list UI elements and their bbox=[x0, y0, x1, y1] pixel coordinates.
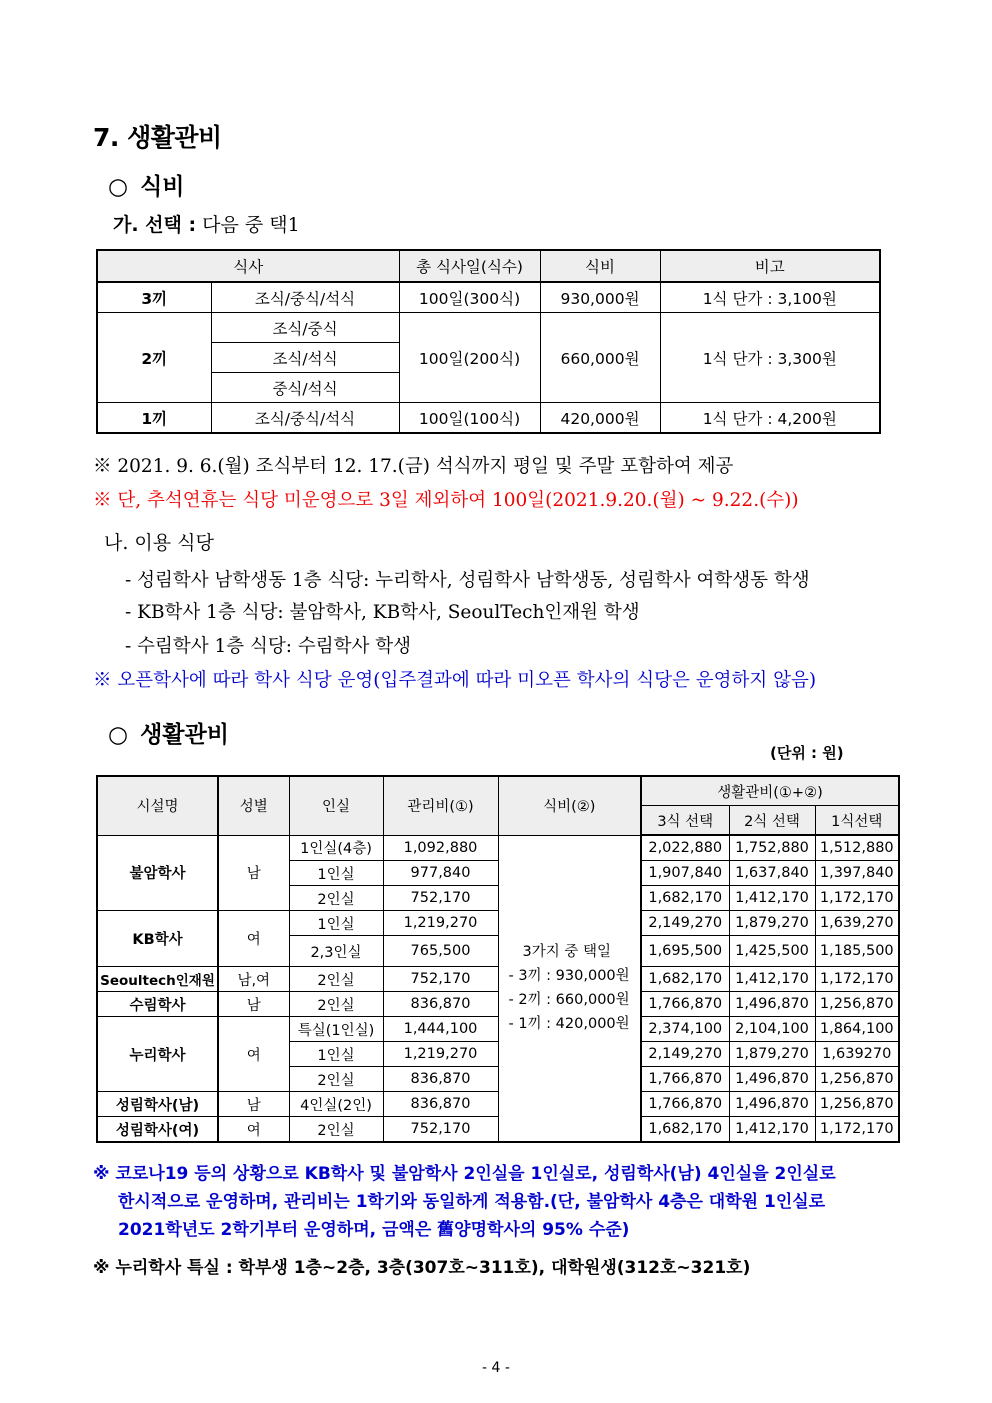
facility-name: Seoultech인재원 bbox=[97, 967, 218, 992]
meal-combo: 중식/석식 bbox=[211, 373, 399, 403]
meal-option-2: - 2끼 : 660,000원 bbox=[508, 992, 630, 1009]
facility-gender: 남 bbox=[218, 835, 289, 911]
cafeteria-label: 나. 이용 식당 bbox=[104, 532, 214, 554]
total-1: 1,172,170 bbox=[815, 967, 899, 992]
total-3: 2,022,880 bbox=[641, 835, 729, 861]
mgmt-fee: 752,170 bbox=[383, 967, 498, 992]
total-2: 1,637,840 bbox=[729, 861, 815, 886]
table-row bbox=[97, 282, 880, 313]
room-type: 2인실 bbox=[289, 992, 383, 1017]
total-1: 1,639,270 bbox=[815, 911, 899, 936]
total-3: 1,682,170 bbox=[641, 967, 729, 992]
total-2: 1,879,270 bbox=[729, 1042, 815, 1067]
header-meal: 식비(②) bbox=[498, 776, 641, 835]
mgmt-fee: 1,092,880 bbox=[383, 835, 498, 861]
facility-gender: 남 bbox=[218, 992, 289, 1017]
total-2: 1,412,170 bbox=[729, 1117, 815, 1143]
facility-name: 불암학사 bbox=[97, 835, 218, 911]
total-3: 1,682,170 bbox=[641, 1117, 729, 1143]
total-2: 1,879,270 bbox=[729, 911, 815, 936]
mgmt-fee: 836,870 bbox=[383, 1092, 498, 1117]
room-type: 1인실 bbox=[289, 1042, 383, 1067]
total-3: 1,682,170 bbox=[641, 886, 729, 911]
mgmt-fee: 765,500 bbox=[383, 936, 498, 967]
total-1: 1,864,100 bbox=[815, 1017, 899, 1042]
total-3: 1,695,500 bbox=[641, 936, 729, 967]
circle-bullet-icon: ○ bbox=[108, 722, 129, 748]
cafeteria-item: - 성림학사 남학생동 1층 식당: 누리학사, 성림학사 남학생동, 성림학사 여학생동 학생 bbox=[125, 570, 810, 591]
meal-days: 100일(300식) bbox=[399, 282, 540, 313]
meal-option-1: - 1끼 : 420,000원 bbox=[508, 1016, 630, 1033]
circle-bullet-icon: ○ bbox=[108, 174, 129, 200]
footnote-covid-line1: ※ 코로나19 등의 상황으로 KB학사 및 불암학사 2인실을 1인실로, 성림학사(남) 4인실을 2인실로 bbox=[93, 1164, 836, 1184]
facility-gender: 여 bbox=[218, 911, 289, 967]
total-2: 1,752,880 bbox=[729, 835, 815, 861]
meal-note: 1식 단가 : 4,200원 bbox=[660, 403, 880, 434]
meal-days: 100일(100식) bbox=[399, 403, 540, 434]
header-opt1: 1식선택 bbox=[815, 806, 899, 836]
mgmt-fee: 977,840 bbox=[383, 861, 498, 886]
section-title: 7. 생활관비 bbox=[93, 123, 222, 152]
cost-table-header bbox=[97, 776, 899, 806]
mgmt-fee: 836,870 bbox=[383, 1067, 498, 1092]
room-type: 4인실(2인) bbox=[289, 1092, 383, 1117]
room-type: 2,3인실 bbox=[289, 936, 383, 967]
unit-label: (단위 : 원) bbox=[770, 744, 844, 762]
header-facility: 시설명 bbox=[97, 776, 218, 835]
meal-combo: 조식/석식 bbox=[211, 343, 399, 373]
room-type: 1인실(4층) bbox=[289, 835, 383, 861]
room-type: 2인실 bbox=[289, 1067, 383, 1092]
meal-heading-text: 식비 bbox=[140, 174, 185, 200]
facility-gender: 여 bbox=[218, 1117, 289, 1143]
header-days: 총 식사일(식수) bbox=[399, 250, 540, 282]
living-heading-text: 생활관비 bbox=[140, 722, 229, 748]
total-3: 1,766,870 bbox=[641, 1092, 729, 1117]
footnote-covid-line2: 한시적으로 운영하며, 관리비는 1학기와 동일하게 적용함.(단, 불암학사 4층은 대학원 1인실로 bbox=[118, 1192, 826, 1212]
meal-options-title: 3가지 중 택일 bbox=[522, 944, 611, 961]
total-2: 1,412,170 bbox=[729, 967, 815, 992]
header-cost: 식비 bbox=[540, 250, 660, 282]
meal-options-cell bbox=[498, 835, 641, 1142]
facility-name: 수림학사 bbox=[97, 992, 218, 1017]
facility-name: KB학사 bbox=[97, 911, 218, 967]
room-type: 2인실 bbox=[289, 1117, 383, 1143]
total-1: 1,172,170 bbox=[815, 1117, 899, 1143]
facility-name: 누리학사 bbox=[97, 1017, 218, 1092]
facility-gender: 남 bbox=[218, 1092, 289, 1117]
total-1: 1,185,500 bbox=[815, 936, 899, 967]
total-2: 1,496,870 bbox=[729, 992, 815, 1017]
footnote-nuri: ※ 누리학사 특실 : 학부생 1층~2층, 3층(307호~311호), 대학원생(312호~321호) bbox=[93, 1258, 751, 1278]
meal-table bbox=[96, 249, 881, 434]
meal-option-3: - 3끼 : 930,000원 bbox=[508, 968, 630, 985]
total-3: 2,149,270 bbox=[641, 1042, 729, 1067]
total-1: 1,172,170 bbox=[815, 886, 899, 911]
total-1: 1,256,870 bbox=[815, 1092, 899, 1117]
meal-note-1: ※ 2021. 9. 6.(월) 조식부터 12. 17.(금) 석식까지 평일 및 주말 포함하여 제공 bbox=[93, 456, 734, 477]
header-gender: 성별 bbox=[218, 776, 289, 835]
header-note: 비고 bbox=[660, 250, 880, 282]
header-meal: 식사 bbox=[97, 250, 399, 282]
mgmt-fee: 1,219,270 bbox=[383, 1042, 498, 1067]
total-2: 1,496,870 bbox=[729, 1067, 815, 1092]
room-type: 2인실 bbox=[289, 967, 383, 992]
meal-note: 1식 단가 : 3,300원 bbox=[660, 313, 880, 403]
room-type: 특실(1인실) bbox=[289, 1017, 383, 1042]
total-2: 2,104,100 bbox=[729, 1017, 815, 1042]
total-2: 1,412,170 bbox=[729, 886, 815, 911]
meal-heading bbox=[108, 168, 185, 201]
header-room: 인실 bbox=[289, 776, 383, 835]
meal-type: 2끼 bbox=[97, 313, 211, 403]
header-opt2: 2식 선택 bbox=[729, 806, 815, 836]
page-number: - 4 - bbox=[482, 1360, 510, 1376]
total-3: 1,907,840 bbox=[641, 861, 729, 886]
header-mgmt: 관리비(①) bbox=[383, 776, 498, 835]
mgmt-fee: 1,219,270 bbox=[383, 911, 498, 936]
meal-days: 100일(200식) bbox=[399, 313, 540, 403]
living-cost-table bbox=[96, 775, 900, 1143]
meal-cost: 420,000원 bbox=[540, 403, 660, 434]
mgmt-fee: 752,170 bbox=[383, 1117, 498, 1143]
mgmt-fee: 752,170 bbox=[383, 886, 498, 911]
room-type: 1인실 bbox=[289, 911, 383, 936]
meal-table-header bbox=[97, 250, 880, 282]
meal-option-label: 가. 선택 : bbox=[113, 214, 197, 236]
total-3: 1,766,870 bbox=[641, 1067, 729, 1092]
total-2: 1,425,500 bbox=[729, 936, 815, 967]
meal-combo: 조식/중식/석식 bbox=[211, 282, 399, 313]
living-heading bbox=[108, 716, 229, 749]
meal-option bbox=[113, 210, 300, 237]
mgmt-fee: 1,444,100 bbox=[383, 1017, 498, 1042]
meal-option-text: 다음 중 택1 bbox=[202, 214, 300, 236]
room-type: 1인실 bbox=[289, 861, 383, 886]
total-3: 2,374,100 bbox=[641, 1017, 729, 1042]
total-3: 1,766,870 bbox=[641, 992, 729, 1017]
footnote-covid bbox=[93, 1160, 836, 1244]
total-1: 1,397,840 bbox=[815, 861, 899, 886]
total-1: 1,512,880 bbox=[815, 835, 899, 861]
table-row bbox=[97, 835, 899, 861]
cafeteria-item: - 수림학사 1층 식당: 수림학사 학생 bbox=[125, 636, 411, 657]
cafeteria-item: - KB학사 1층 식당: 불암학사, KB학사, SeoulTech인재원 학생 bbox=[125, 602, 640, 623]
facility-gender: 여 bbox=[218, 1017, 289, 1092]
facility-name: 성림학사(남) bbox=[97, 1092, 218, 1117]
facility-name: 성림학사(여) bbox=[97, 1117, 218, 1143]
room-type: 2인실 bbox=[289, 886, 383, 911]
meal-note-2: ※ 단, 추석연휴는 식당 미운영으로 3일 제외하여 100일(2021.9.20.(월) ~ 9.22.(수)) bbox=[93, 490, 799, 511]
footnote-covid-line3: 2021학년도 2학기부터 운영하며, 금액은 舊양명학사의 95% 수준) bbox=[118, 1220, 630, 1240]
total-3: 2,149,270 bbox=[641, 911, 729, 936]
table-row bbox=[97, 313, 880, 343]
meal-cost: 660,000원 bbox=[540, 313, 660, 403]
meal-combo: 조식/중식 bbox=[211, 313, 399, 343]
meal-note: 1식 단가 : 3,100원 bbox=[660, 282, 880, 313]
meal-cost: 930,000원 bbox=[540, 282, 660, 313]
meal-type: 3끼 bbox=[97, 282, 211, 313]
total-2: 1,496,870 bbox=[729, 1092, 815, 1117]
mgmt-fee: 836,870 bbox=[383, 992, 498, 1017]
facility-gender: 남,여 bbox=[218, 967, 289, 992]
meal-type: 1끼 bbox=[97, 403, 211, 434]
total-1: 1,256,870 bbox=[815, 992, 899, 1017]
header-opt3: 3식 선택 bbox=[641, 806, 729, 836]
meal-combo: 조식/중식/석식 bbox=[211, 403, 399, 434]
total-1: 1,639270 bbox=[815, 1042, 899, 1067]
header-total: 생활관비(①+②) bbox=[641, 776, 899, 806]
total-1: 1,256,870 bbox=[815, 1067, 899, 1092]
meal-note-3: ※ 오픈학사에 따라 학사 식당 운영(입주결과에 따라 미오픈 학사의 식당은 운영하지 않음) bbox=[93, 670, 817, 691]
table-row bbox=[97, 403, 880, 434]
